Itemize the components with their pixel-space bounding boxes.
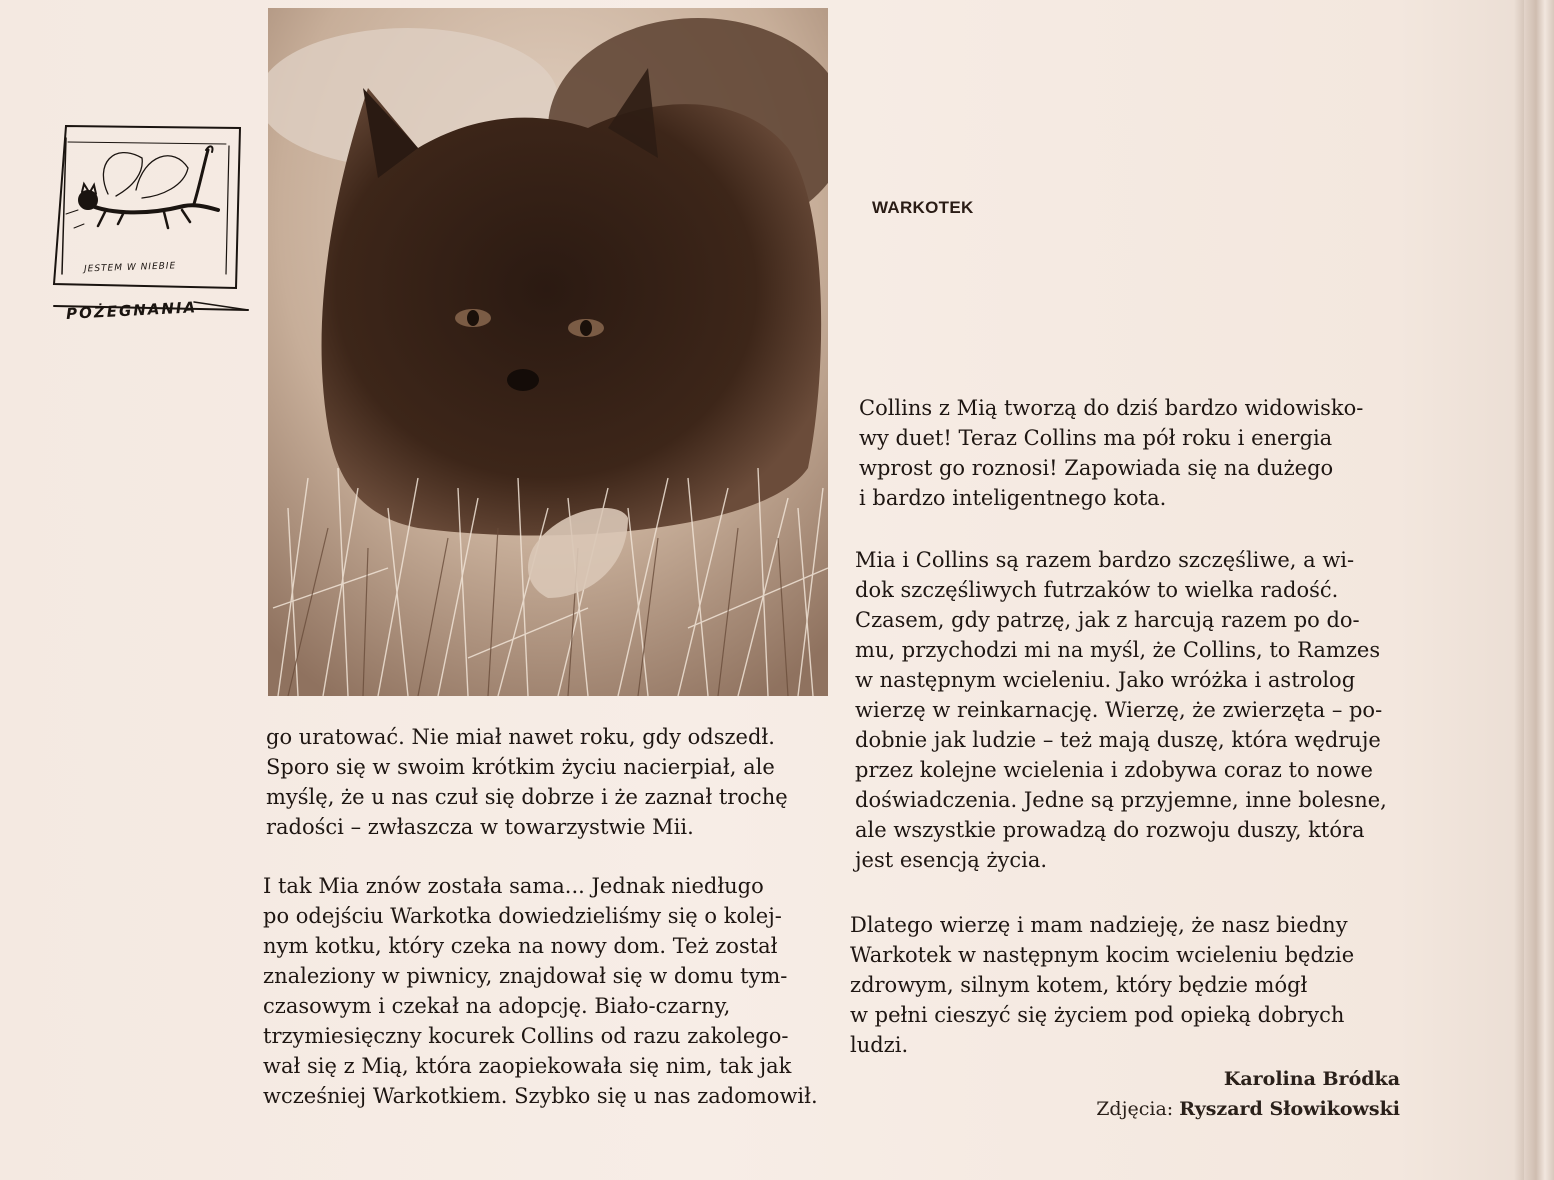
paragraph-text: Dlatego wierzę i mam nadzieję, że nasz biedny Warkotek w następnym kocim wcieleniu będzie zdrowym, silnym kotem, który będzie mógł w pełni cieszyć się życiem pod opieką dobrych ludzi. [850,913,1355,1057]
photo-credit [1040,1098,1400,1120]
article-author: Karolina Bródka [1223,1068,1400,1090]
left-column-paragraph-1 [266,722,826,842]
paragraph-text: go uratować. Nie miał nawet roku, gdy odszedł. Sporo się w swoim krótkim życiu nacierpiał, ale myślę, że u nas czuł się dobrze i że zaznał trochę radości – zwłaszcza w towarzystwie Mii. [266,725,788,839]
right-column-paragraph-3 [850,910,1410,1060]
logo-tagline: JESTEM W NIEBIE [83,261,177,275]
paragraph-text: Collins z Mią tworzą do dziś bardzo widowisko- wy duet! Teraz Collins ma pół roku i energia wprost go roznosi! Zapowiada się na dużego i bardzo inteligentnego kota. [859,396,1364,510]
right-column-paragraph-1 [859,393,1419,513]
article-heading: WARKOTEK [872,198,974,217]
right-column-paragraph-2 [855,545,1415,875]
logo-title: POŻEGNANIA [65,298,198,323]
page-edge-shadow [1514,0,1524,1180]
cat-photo [268,8,828,696]
black-cat-photo-icon [268,8,828,696]
paragraph-text: I tak Mia znów została sama... Jednak niedługo po odejściu Warkotka dowiedzieliśmy się o kolej- nym kotku, który czeka na nowy dom. Też został znaleziony w piwnicy, znajdował się w domu tym- czasowym i czekał na adopcję. Biało-czarny, trzymiesięczny kocurek Collins od razu zakolego- wał się z Mią, która zaopiekowała się nim, tak jak wcześniej Warkotkiem. Szybko się u nas zadomowił. [263,874,818,1108]
flying-cat-sketch-icon [44,124,254,324]
book-spine [1524,0,1554,1180]
paragraph-text: Mia i Collins są razem bardzo szczęśliwe, a wi- dok szczęśliwych futrzaków to wielka radość. Czasem, gdy patrzę, jak z harcują razem po do- mu, przychodzi mi na myśl, że Collins, to Ramzes w następnym wcieleniu. Jako wróżka i astrolog wierzę w reinkarnację. Wierzę, że zwierzęta – po- dobnie jak ludzie – też mają duszę, która wędruje przez kolejne wcielenia i zdobywa coraz to nowe doświadczenia. Jedne są przyjemne, inne bolesne, ale wszystkie prowadzą do rozwoju duszy, która jest esencją życia. [855,548,1387,872]
section-logo [44,124,254,324]
photo-credit-label: Zdjęcia: [1096,1098,1174,1120]
photo-credit-name: Ryszard Słowikowski [1179,1098,1400,1120]
left-column-paragraph-2 [263,871,823,1111]
